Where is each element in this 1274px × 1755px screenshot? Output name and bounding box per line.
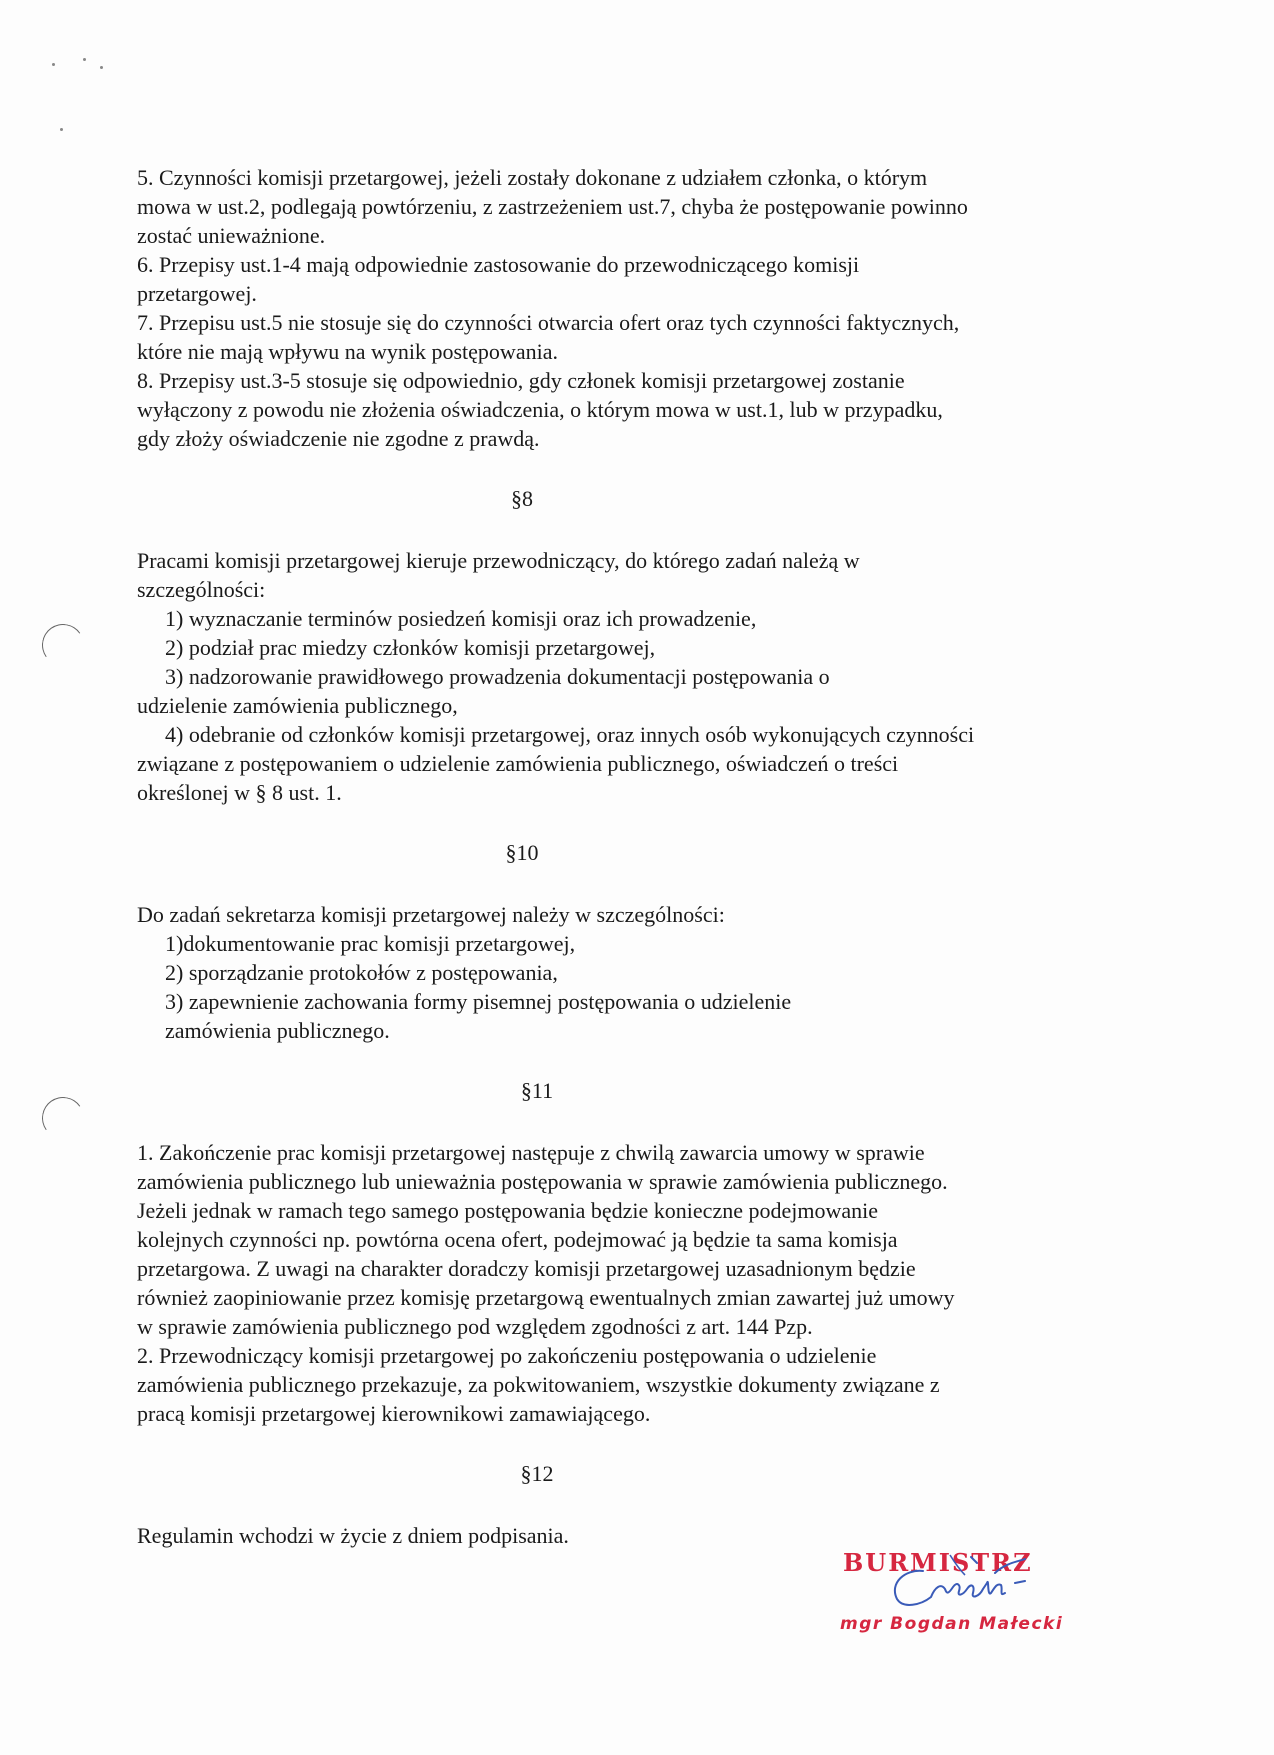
text-line: zamówienia publicznego lub unieważnia postępowania w sprawie zamówienia publicznego. bbox=[137, 1169, 948, 1194]
scan-speck bbox=[52, 63, 55, 66]
list-item: 2) sporządzanie protokołów z postępowania, bbox=[165, 960, 558, 985]
section-heading-8: §8 bbox=[511, 486, 533, 511]
text-line: Jeżeli jednak w ramach tego samego postępowania będzie konieczne podejmowanie bbox=[137, 1198, 878, 1223]
text-line: przetargowej. bbox=[137, 281, 257, 306]
text-line: również zaopiniowanie przez komisję przetargową ewentualnych zmian zawartej już umowy bbox=[137, 1285, 955, 1310]
section-heading-10: §10 bbox=[505, 840, 539, 865]
stamp-title: BURMISTRZ bbox=[843, 1548, 1033, 1577]
list-item: 1)dokumentowanie prac komisji przetargowej, bbox=[165, 931, 576, 956]
text-line: związane z postępowaniem o udzielenie zamówienia publicznego, oświadczeń o treści bbox=[137, 751, 899, 776]
text-line: 5. Czynności komisji przetargowej, jeżeli zostały dokonane z udziałem członka, o którym bbox=[137, 165, 928, 190]
handwritten-signature-icon bbox=[875, 1553, 1075, 1613]
text-line: określonej w § 8 ust. 1. bbox=[137, 780, 342, 805]
text-line: zamówienia publicznego przekazuje, za pokwitowaniem, wszystkie dokumenty związane z bbox=[137, 1372, 940, 1397]
text-line: 8. Przepisy ust.3-5 stosuje się odpowiednio, gdy członek komisji przetargowej zostanie bbox=[137, 368, 905, 393]
text-line: gdy złoży oświadczenie nie zgodne z prawdą. bbox=[137, 426, 540, 451]
text-line: które nie mają wpływu na wynik postępowania. bbox=[137, 339, 558, 364]
section-8-body bbox=[137, 546, 1137, 807]
official-stamp bbox=[835, 1548, 1095, 1658]
section-10-body bbox=[137, 900, 1137, 1045]
text-line: 1. Zakończenie prac komisji przetargowej następuje z chwilą zawarcia umowy w sprawie bbox=[137, 1140, 925, 1165]
paragraph-block-1 bbox=[137, 163, 1137, 453]
section-heading-12: §12 bbox=[520, 1461, 554, 1486]
list-item-continuation: zamówienia publicznego. bbox=[165, 1018, 390, 1043]
text-line: wyłączony z powodu nie złożenia oświadczenia, o którym mowa w ust.1, lub w przypadku, bbox=[137, 397, 943, 422]
section-11-body bbox=[137, 1138, 1137, 1428]
list-item: 2) podział prac miedzy członków komisji przetargowej, bbox=[165, 635, 656, 660]
text-line: pracą komisji przetargowej kierownikowi zamawiającego. bbox=[137, 1401, 651, 1426]
punch-hole-mark-icon bbox=[39, 621, 88, 670]
text-line: 6. Przepisy ust.1-4 mają odpowiednie zastosowanie do przewodniczącego komisji bbox=[137, 252, 860, 277]
text-line: w sprawie zamówienia publicznego pod względem zgodności z art. 144 Pzp. bbox=[137, 1314, 813, 1339]
text-line: zostać unieważnione. bbox=[137, 223, 326, 248]
punch-hole-mark-icon bbox=[39, 1094, 88, 1143]
list-item: 4) odebranie od członków komisji przetargowej, oraz innych osób wykonujących czynności bbox=[165, 722, 975, 747]
text-line: 2. Przewodniczący komisji przetargowej po zakończeniu postępowania o udzielenie bbox=[137, 1343, 877, 1368]
text-line: Do zadań sekretarza komisji przetargowej należy w szczególności: bbox=[137, 902, 725, 927]
list-item: 1) wyznaczanie terminów posiedzeń komisji oraz ich prowadzenie, bbox=[165, 606, 757, 631]
list-item-continuation: udzielenie zamówienia publicznego, bbox=[137, 693, 458, 718]
scan-speck bbox=[60, 128, 63, 131]
text-line: Pracami komisji przetargowej kieruje przewodniczący, do którego zadań należą w bbox=[137, 548, 860, 573]
text-line: kolejnych czynności np. powtórna ocena ofert, podejmować ją będzie ta sama komisja bbox=[137, 1227, 898, 1252]
text-line: 7. Przepisu ust.5 nie stosuje się do czynności otwarcia ofert oraz tych czynności faktycznych, bbox=[137, 310, 960, 335]
stamp-signatory-name: mgr Bogdan Małecki bbox=[840, 1614, 1064, 1634]
text-line: przetargowa. Z uwagi na charakter doradczy komisji przetargowej uzasadnionym będzie bbox=[137, 1256, 916, 1281]
document-body bbox=[137, 163, 1137, 1550]
scan-speck bbox=[83, 58, 86, 61]
text-line: szczególności: bbox=[137, 577, 266, 602]
list-item: 3) nadzorowanie prawidłowego prowadzenia dokumentacji postępowania o bbox=[165, 664, 830, 689]
section-heading-11: §11 bbox=[520, 1078, 554, 1103]
list-item: 3) zapewnienie zachowania formy pisemnej postępowania o udzielenie bbox=[165, 989, 792, 1014]
closing-statement: Regulamin wchodzi w życie z dniem podpisania. bbox=[137, 1523, 569, 1548]
scan-speck bbox=[100, 66, 103, 69]
text-line: mowa w ust.2, podlegają powtórzeniu, z zastrzeżeniem ust.7, chyba że postępowanie powinno bbox=[137, 194, 968, 219]
